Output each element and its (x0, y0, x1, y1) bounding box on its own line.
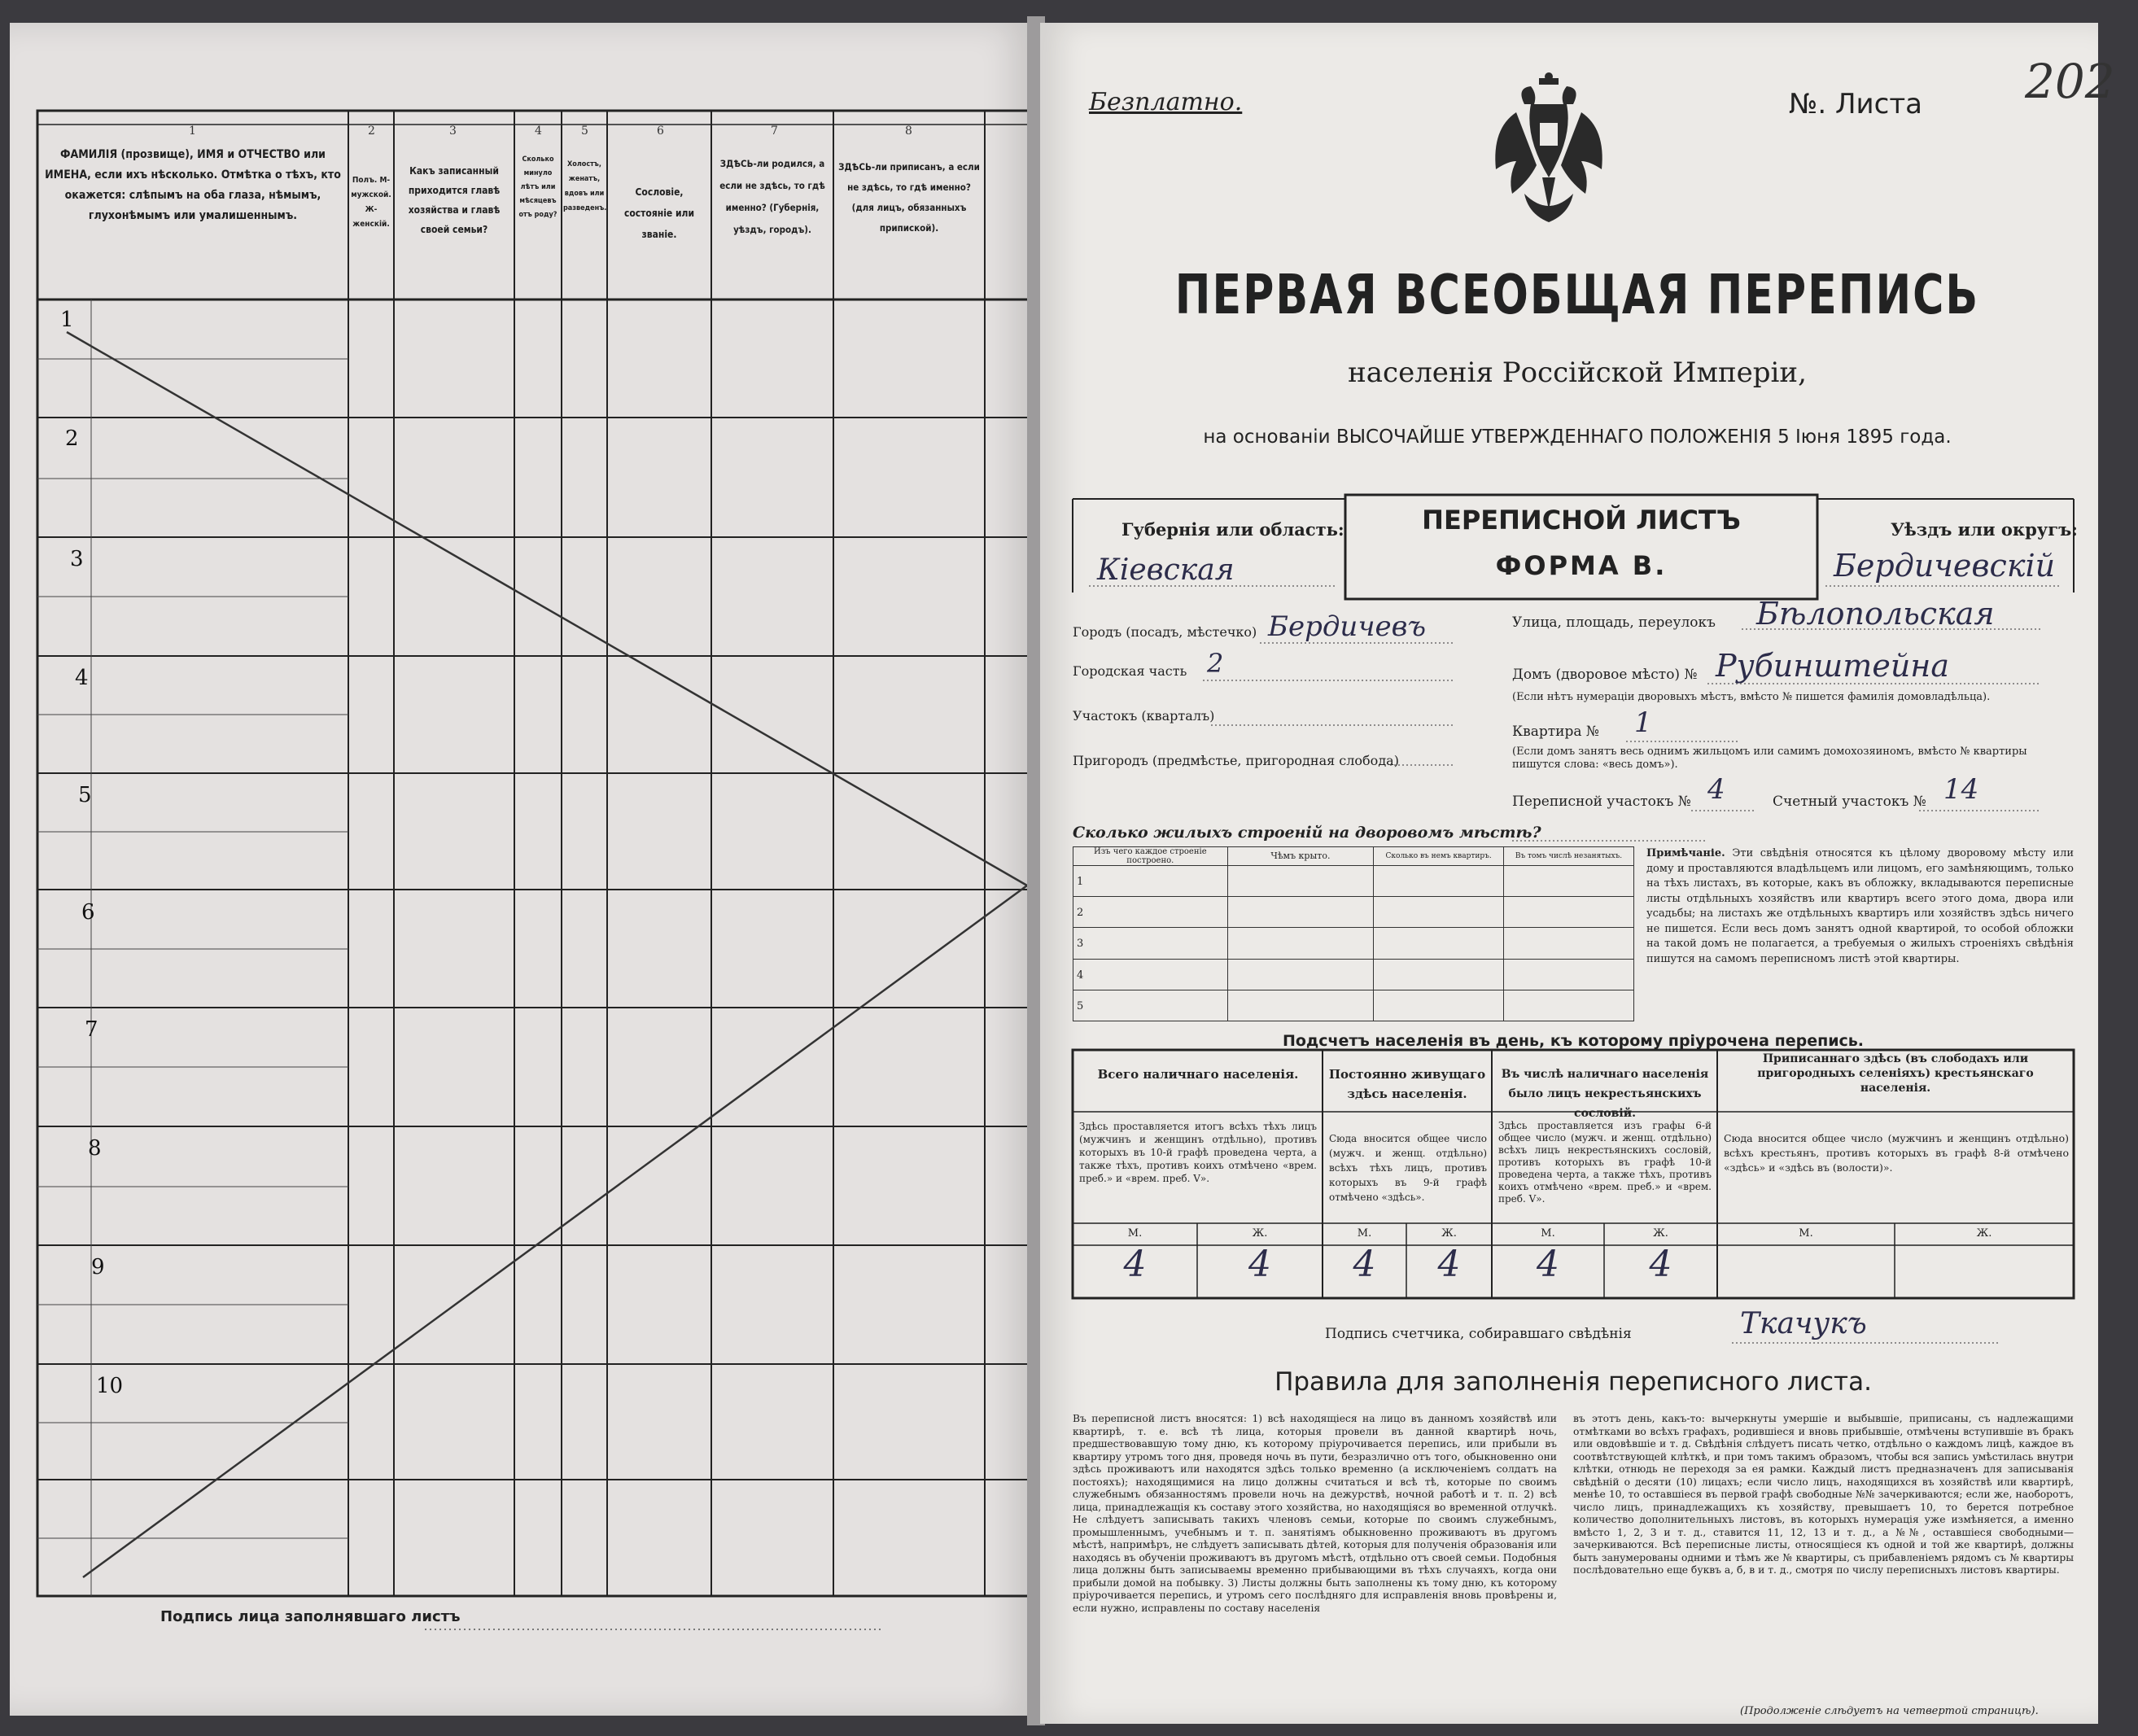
header-col-estate: Сословіе, состояніе или званіе. (623, 186, 695, 240)
row-number-9: 9 (91, 1255, 105, 1279)
census-subtitle: населенія Россійской Имперіи, (1348, 356, 1807, 389)
row-number-7: 7 (85, 1017, 98, 1042)
dom-note: (Если нѣтъ нумераціи дворовыхъ мѣстъ, вмѣсто № пишется фамилія домовладѣльца). (1512, 691, 1991, 703)
buildings-row-1: 1 (1077, 876, 1084, 889)
pop-col2-m-label: М. (1357, 1227, 1372, 1240)
gubernia-label: Губернія или область: (1121, 519, 1344, 540)
pop-col1-zh-label: Ж. (1252, 1227, 1268, 1240)
free-label: Безплатно. (1089, 88, 1243, 116)
pop-col1-m-value: 4 (1123, 1244, 1147, 1285)
buildings-col-material: Изъ чего каждое строеніе построено. (1094, 847, 1207, 865)
census-basis: на основаніи ВЫСОЧАЙШЕ УТВЕРЖДЕННАГО ПОЛОЖЕНІЯ 5 Іюня 1895 года. (1203, 426, 1952, 448)
buildings-row-4: 4 (1077, 969, 1084, 982)
strike-line-1 (67, 332, 1027, 885)
continue-note: (Продолженіе слѣдуетъ на четвертой страницѣ). (1740, 1705, 2039, 1717)
perepis-uchastok-label: Переписной участокъ № (1512, 794, 1691, 810)
gorod-value: Бердичевъ (1268, 610, 1427, 643)
pop-col1-body: Здѣсь проставляется итогъ всѣхъ тѣхъ лицъ (мужчинъ и женщинъ отдѣльно), противъ которыхъ въ 10-й графѣ проведена черта, а также тѣхъ, противъ коихъ отмѣчено «врем. преб.» и «врем. преб. V». (1079, 1121, 1317, 1184)
ulitsa-value: Бѣлопольская (1756, 596, 1995, 632)
strike-line-2 (83, 885, 1027, 1577)
col-number-7: 7 (771, 125, 778, 138)
stroeniy-label: Сколько жилыхъ строеній на дворовомъ мѣстѣ? (1073, 824, 1541, 842)
header-col-relation: Какъ записанный приходится главѣ хозяйства и главѣ своей семьи? (408, 165, 501, 235)
perepis-uchastok-value: 4 (1707, 773, 1725, 806)
col-number-6: 6 (657, 125, 664, 138)
uezd-label: Уѣздъ или округъ: (1891, 519, 2078, 540)
pravila-title: Правила для заполненія переписного листа. (1274, 1367, 1872, 1397)
buildings-row-3: 3 (1077, 938, 1084, 951)
chast-label: Городская часть (1073, 663, 1187, 679)
header-col-birthplace: ЗДѢСЬ-ли родился, а если не здѣсь, то гдѣ именно? (Губернія, уѣздъ, городъ). (719, 158, 825, 235)
pop-col3-zh-label: Ж. (1653, 1227, 1668, 1240)
podschet-title: Подсчетъ населенія въ день, къ которому пріурочена перепись. (1282, 1032, 1865, 1050)
pop-col1-head: Всего наличнаго населенія. (1097, 1067, 1299, 1082)
kvartira-value: 1 (1634, 706, 1652, 739)
row-number-10: 10 (96, 1374, 124, 1398)
col-number-3: 3 (449, 125, 457, 138)
form-name: ФОРМА В. (1495, 550, 1668, 581)
buildings-col-vacant: Въ томъ числѣ незанятыхъ. (1515, 852, 1623, 860)
row-number-6: 6 (81, 900, 95, 925)
col-number-4: 4 (535, 125, 542, 138)
pop-col2-zh-value: 4 (1437, 1244, 1461, 1285)
pop-col3-m-value: 4 (1537, 1244, 1559, 1285)
schet-uchastok-value: 14 (1943, 773, 1979, 806)
row-number-5: 5 (78, 783, 92, 807)
roster-grid (10, 23, 1037, 1716)
pop-col3-head: Въ числѣ наличнаго населенія было лицъ некрестьянскихъ сословій. (1501, 1068, 1709, 1120)
pop-col1-m-label: М. (1127, 1227, 1143, 1240)
dom-label: Домъ (дворовое мѣсто) № (1512, 667, 1698, 683)
row-number-3: 3 (70, 547, 84, 571)
col-number-5: 5 (581, 125, 588, 138)
kvartira-note: (Если домъ занятъ весь однимъ жильцомъ или самимъ домохозяиномъ, вмѣсто № квартиры пишутся слова: «весь домъ»). (1512, 746, 2027, 771)
pop-col4-body: Сюда вносится общее число (мужчинъ и женщинъ отдѣльно) всѣхъ крестьянъ, противъ которыхъ въ графѣ 8-й отмѣчено «здѣсь» и «здѣсь въ (волости)». (1724, 1132, 2069, 1174)
prigorod-label: Пригородъ (предмѣстье, пригородная слобода) (1073, 753, 1399, 768)
pop-col4-head: Приписаннаго здѣсь (въ слободахъ или пригородныхъ селеніяхъ) крестьянскаго населенія. (1757, 1052, 2034, 1095)
pop-col1-zh-value: 4 (1248, 1244, 1271, 1285)
buildings-row-5: 5 (1077, 999, 1084, 1012)
header-col-marital: Холостъ, женатъ, вдовъ или разведенъ. (563, 160, 607, 212)
note-title: Примѣчаніе. (1646, 847, 1725, 859)
chast-value: 2 (1207, 648, 1224, 679)
pop-col2-body: Сюда вносится общее число (мужч. и женщ. отдѣльно) всѣхъ тѣхъ лицъ, противъ которыхъ въ 9-й графѣ отмѣчено «здѣсь». (1329, 1133, 1487, 1203)
row-number-1: 1 (60, 308, 74, 332)
uezd-value: Бердичевскій (1834, 548, 2056, 584)
col-number-1: 1 (189, 125, 196, 138)
pop-col2-m-value: 4 (1353, 1244, 1376, 1285)
uchastok-label: Участокъ (кварталъ) (1073, 708, 1215, 724)
row-number-8: 8 (88, 1136, 102, 1161)
header-col-age: Сколько минуло лѣтъ или мѣсяцевъ отъ роду? (518, 155, 557, 219)
kvartira-label: Квартира № (1512, 724, 1599, 740)
sheet-number-label: №. Листа (1789, 88, 1922, 120)
pop-col4-zh-label: Ж. (1976, 1227, 1992, 1240)
buildings-col-apartments: Сколько въ немъ квартиръ. (1385, 852, 1492, 860)
dom-value: Рубинштейна (1716, 648, 1949, 684)
pop-col3-zh-value: 4 (1649, 1244, 1672, 1285)
pop-col3-body: Здѣсь проставляется изъ графы 6-й общее число (мужч. и женщ. отдѣльно) всѣхъ лицъ некрестьянскихъ сословій, противъ которыхъ въ графѣ 10-й проведена черта, а также тѣхъ, противъ коихъ отмѣчено «врем. преб.» и «врем. преб. V». (1498, 1120, 1712, 1205)
census-title: ПЕРВАЯ ВСЕОБЩАЯ ПЕРЕПИСЬ (1174, 262, 1980, 327)
enumerator-signature-value: Ткачукъ (1740, 1307, 1867, 1340)
form-title: ПЕРЕПИСНОЙ ЛИСТЪ (1422, 505, 1741, 536)
schet-uchastok-label: Счетный участокъ № (1773, 794, 1926, 810)
signature-label: Подпись лица заполнявшаго листъ (160, 1608, 461, 1625)
pop-col2-zh-label: Ж. (1441, 1227, 1457, 1240)
col-number-2: 2 (368, 125, 375, 138)
header-col-registration: ЗДѢСЬ-ли приписанъ, а если не здѣсь, то гдѣ именно? (для лицъ, обязанныхъ припиской). (838, 161, 980, 234)
enumerator-signature-label: Подпись счетчика, собиравшаго свѣдѣнія (1325, 1326, 1632, 1342)
pravila-right-column: въ этотъ день, какъ-то: вычеркнуты умершіе и выбывшіе, приписаны, съ надлежащими отмѣтками во всѣхъ графахъ, родившіеся и вновь прибывшіе, отмѣчены вступившіе въ бракъ или овдовѣвшіе и т. д. Свѣдѣнія слѣдуетъ писать четко, отдѣльно о каждомъ лицѣ, каждое въ соотвѣтствующей клѣткѣ, и при томъ такимъ образомъ, чтобы вся запись умѣстилась внутри клѣтки, отнюдь не переходя за ея рамки. Каждый листъ предназначенъ для записыванія свѣдѣній о десяти (10) лицахъ; если число лицъ, находящихся въ хозяйствѣ или квартирѣ, менѣе 10, то оставшіеся въ первой графѣ свободные №№ зачеркиваются; если же, наоборотъ, число лицъ, принадлежащихъ къ хозяйству, превышаетъ 10, то берется потребное количество дополнительныхъ листовъ, въ которыхъ нумерація уже измѣняется, а именно вмѣсто 1, 2, 3 и т. д., ставится 11, 12, 13 и т. д., а №№, оставшіеся свободными—зачеркиваются. Всѣ переписные листы, относящіеся къ одной и той же квартирѣ, должны быть занумерованы одними и тѣмъ же № квартиры, съ прибавленіемъ рядомъ съ № квартиры послѣдовательно еще буквъ а, б, в и т. д., смотря по числу переписныхъ листовъ квартиры. (1573, 1413, 2074, 1576)
col-number-8: 8 (905, 125, 912, 138)
row-number-2: 2 (65, 426, 79, 451)
buildings-col-roof: Чѣмъ крыто. (1270, 851, 1331, 861)
header-col-sex: Полъ. М-мужской. Ж-женскій. (351, 176, 391, 229)
sheet-number-value: 202 (2025, 54, 2115, 109)
gorod-label: Городъ (посадъ, мѣстечко) (1073, 624, 1257, 640)
pop-col3-m-label: М. (1541, 1227, 1555, 1240)
right-page-census-form (1040, 23, 2115, 1724)
row-number-4: 4 (75, 666, 89, 690)
ulitsa-label: Улица, площадь, переулокъ (1512, 614, 1716, 631)
buildings-row-2: 2 (1077, 907, 1084, 920)
pop-col4-m-label: М. (1799, 1227, 1813, 1240)
header-col-name: ФАМИЛІЯ (прозвище), ИМЯ и ОТЧЕСТВО или ИМЕНА, если ихъ нѣсколько. Отмѣтка о тѣхъ, кто окажется: слѣпымъ на оба глаза, нѣмымъ, глухонѣмымъ или умалишеннымъ. (45, 148, 341, 222)
left-page-blank-roster (10, 23, 1037, 1716)
gubernia-value: Кіевская (1097, 553, 1235, 587)
note-text: Эти свѣдѣнія относятся къ цѣлому дворовому мѣсту или дому и проставляются владѣльцемъ или лицомъ, его замѣняющимъ, только на тѣхъ листахъ, въ которые, какъ въ обложку, вкладываются переписные листы отдѣльныхъ хозяйствъ или квартиръ всего этого дома, двора или усадьбы; на листахъ же отдѣльныхъ квартиръ или хозяйствъ здѣсь ничего не пишется. Если весь домъ занятъ одной квартирой, то особой обложки на такой домъ не полагается, а требуемыя о жилыхъ строеніяхъ свѣдѣнія пишутся на самомъ переписномъ листѣ этой квартиры. (1646, 847, 2074, 965)
pop-col2-head: Постоянно живущаго здѣсь населенія. (1328, 1067, 1486, 1101)
pravila-left-column: Въ переписной листъ вносятся: 1) всѣ находящіеся на лицо въ данномъ хозяйствѣ или квартирѣ, т. е. всѣ тѣ лица, которыя провели въ данной квартирѣ ночь, предшествовавшую тому дню, къ которому пріурочивается перепись, или прибыли въ квартиру утромъ того дня, проведя ночь въ пути, безразлично отъ того, обыкновенно они здѣсь проживаютъ или находятся здѣсь только временно (а исключеніемъ солдатъ на постояхъ); находящимися на лицо должны считаться и всѣ тѣ, которые по своимъ служебнымъ обязанностямъ провели ночь на дежурствѣ, ночной работѣ и т. п. 2) всѣ лица, принадлежащія къ составу этого хозяйства, но находящіяся во временной отлучкѣ. Не слѣдуетъ записывать такихъ членовъ семьи, которые по своимъ служебнымъ, промышленнымъ, учебнымъ и т. п. занятіямъ обыкновенно проживаютъ въ другомъ мѣстѣ, напримѣръ, не слѣдуетъ записывать дѣтей, которыя для полученія образованія или находясь въ обученіи проживаютъ въ другомъ мѣстѣ, отдѣльно отъ своей семьи. Подобныя лица должны быть записываемы временно прибывающими въ тѣхъ случаяхъ, когда они прибыли домой на побывку. 3) Листы должны быть заполнены къ тому дню, къ которому пріурочивается перепись, и утромъ сего послѣдняго для исправленія вновь провѣрены и, если нужно, исправлены по составу населенія (1073, 1413, 1557, 1614)
